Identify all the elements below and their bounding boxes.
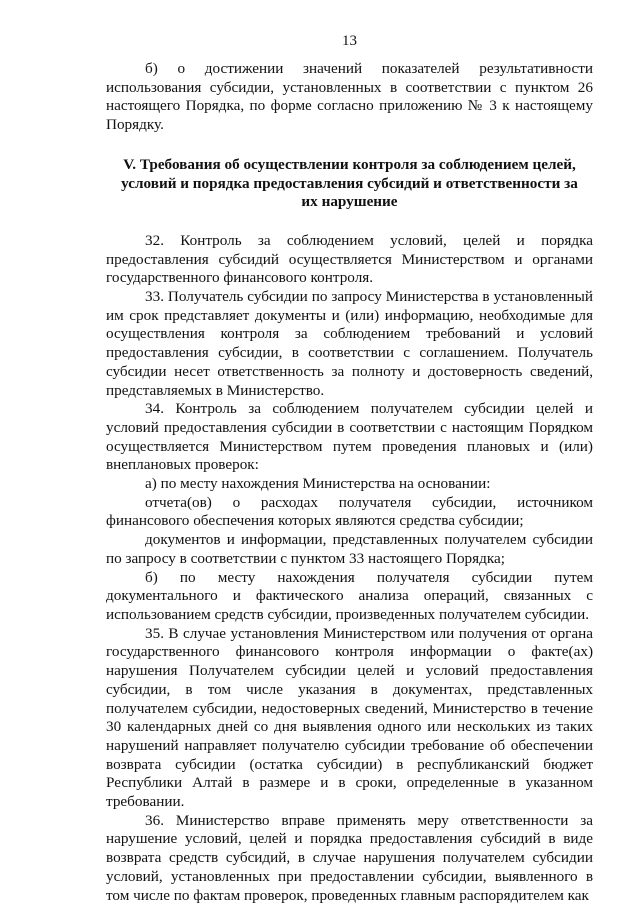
paragraph-34-a-documents: документов и информации, представленных получателем субсидии по запросу в соответствии с пунктом 33 настоящего Порядка; (106, 531, 593, 567)
paragraph-34: 34. Контроль за соблюдением получателем субсидии целей и условий предоставления субсидии в соответствии с настоящим Порядком осуществляется Министерством путем проведения плановых и (или) внеплановых проверок: (106, 400, 593, 474)
page-number: 13 (342, 33, 357, 49)
paragraph-32: 32. Контроль за соблюдением условий, целей и порядка предоставления субсидий осуществляется Министерством и органами государственного финансового контроля. (106, 231, 593, 287)
paragraph-35: 35. В случае установления Министерством или получения от органа государственного финансового контроля информации о факте(ах) нарушения Получателем субсидии целей и условий предоставления субсидии, в том числе указания в документах, представленных получателем субсидии, недостоверных сведений, Министерство в течение 30 календарных дней со дня выявления одного или нескольких из таких нарушений направляет получателю субсидии требование об обеспечении возврата субсидии (остатка субсидии) в республиканский бюджет Республики Алтай в размере и в сроки, определенные в указанном требовании. (106, 624, 593, 811)
paragraph-34-a-reports: отчета(ов) о расходах получателя субсидии, источником финансового обеспечения которых являются средства субсидии; (106, 493, 593, 530)
paragraph-34-a: а) по месту нахождения Министерства на основании: (145, 475, 491, 493)
paragraph-34-b: б) по месту нахождения получателя субсидии путем документального и фактического анализа операций, связанных с использованием средств субсидии, произведенных получателем субсидии. (106, 568, 593, 623)
paragraph-36: 36. Министерство вправе применять меру ответственности за нарушение условий, целей и порядка предоставления субсидий в виде возврата средств субсидий, в случае нарушения получателем субсидии условий, установленных при предоставлении субсидии, выявленного в том числе по фактам проверок, проведенных главным распорядителем как (106, 811, 593, 904)
section-heading: V. Требования об осуществлении контроля за соблюдением целей, условий и порядка предоставления субсидий и ответственности за их нарушение (121, 155, 578, 211)
paragraph-33: 33. Получатель субсидии по запросу Министерства в установленный им срок представляет документы и (или) информацию, необходимые для осуществления контроля за соблюдением требований и условий предоставления субсидии, в соответствии с соглашением. Получатель субсидии несет ответственность за полноту и достоверность сведений, представляемых в Министерство. (106, 288, 593, 399)
paragraph-subitem-b-report: б) о достижении значений показателей результативности использования субсидии, установленных в соответствии с пунктом 26 настоящего Порядка, по форме согласно приложению № 3 к настоящему Порядку. (106, 60, 593, 134)
